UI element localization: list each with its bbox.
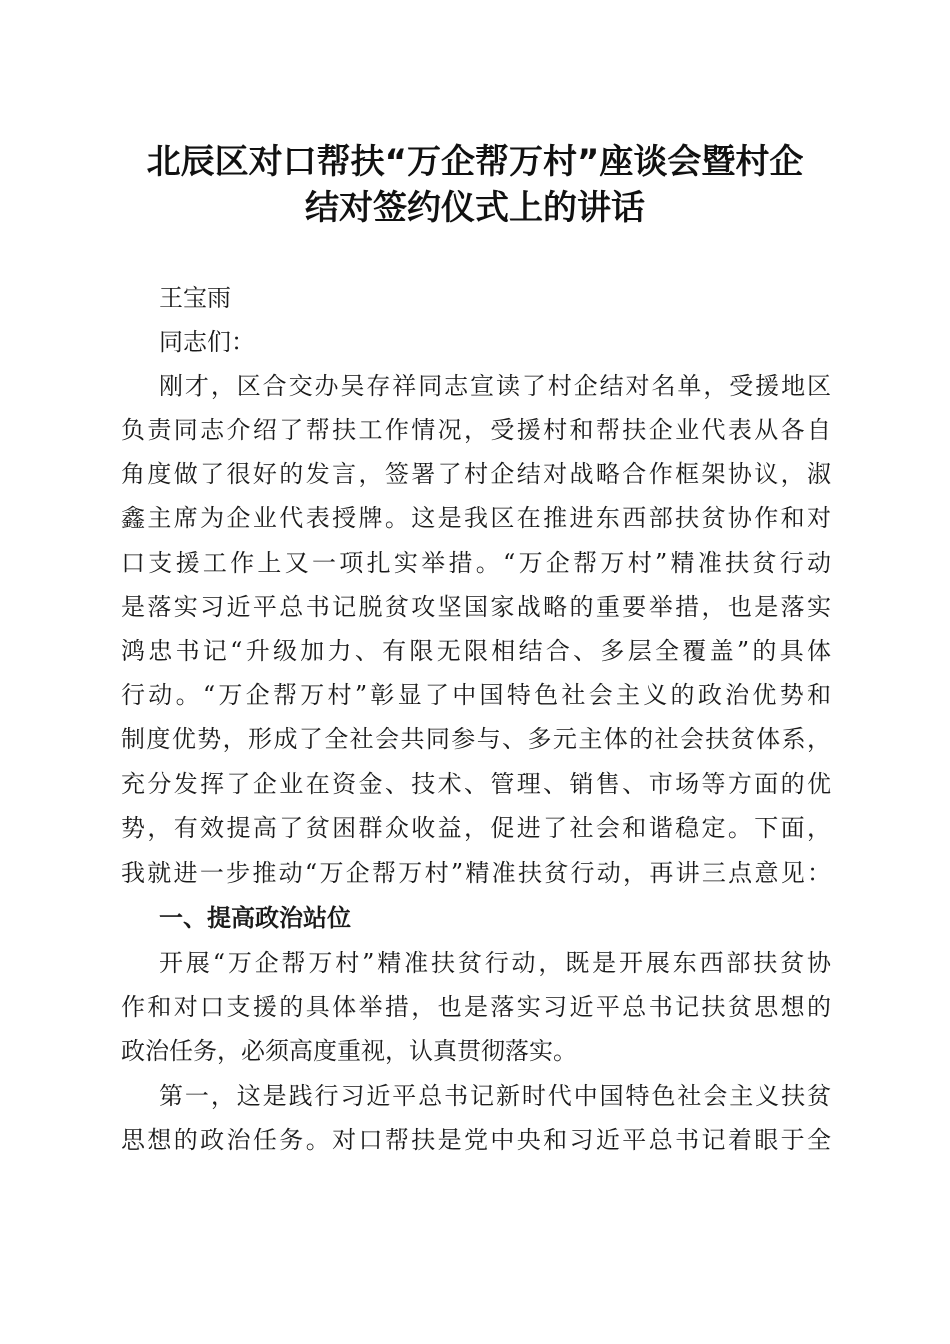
section-1-heading: 一、提高政治站位 [159, 904, 351, 932]
salutation: 同志们： [159, 328, 255, 356]
paragraph-1-line: 鑫主席为企业代表授牌。这是我区在推进东西部扶贫协作和对 [121, 504, 831, 532]
paragraph-1-line: 行动。“万企帮万村”彰显了中国特色社会主义的政治优势和 [121, 681, 831, 709]
paragraph-1-line: 是落实习近平总书记脱贫攻坚国家战略的重要举措，也是落实 [121, 593, 831, 621]
document-title-line-1: 北辰区对口帮扶“万企帮万村”座谈会暨村企 [146, 142, 804, 182]
paragraph-1-line: 势，有效提高了贫困群众收益，促进了社会和谐稳定。下面， [121, 814, 831, 842]
paragraph-2-line: 政治任务，必须高度重视，认真贯彻落实。 [121, 1037, 577, 1065]
paragraph-1-line: 制度优势，形成了全社会共同参与、多元主体的社会扶贫体系， [121, 725, 831, 753]
paragraph-1-line: 刚才，区合交办吴存祥同志宣读了村企结对名单，受援地区 [159, 372, 831, 400]
paragraph-2-line: 开展“万企帮万村”精准扶贫行动，既是开展东西部扶贫协 [159, 949, 831, 977]
paragraph-3-line: 思想的政治任务。对口帮扶是党中央和习近平总书记着眼于全 [121, 1126, 831, 1154]
paragraph-1-line: 负责同志介绍了帮扶工作情况，受援村和帮扶企业代表从各自 [121, 416, 831, 444]
paragraph-1-line: 角度做了很好的发言，签署了村企结对战略合作框架协议，淑 [121, 460, 831, 488]
document-title-line-2: 结对签约仪式上的讲话 [305, 188, 645, 228]
paragraph-1-line: 我就进一步推动“万企帮万村”精准扶贫行动，再讲三点意见： [121, 859, 831, 887]
author-name: 王宝雨 [159, 284, 231, 312]
paragraph-1-line: 充分发挥了企业在资金、技术、管理、销售、市场等方面的优 [121, 770, 831, 798]
paragraph-1-line: 口支援工作上又一项扎实举措。“万企帮万村”精准扶贫行动 [121, 549, 831, 577]
paragraph-1-line: 鸿忠书记“升级加力、有限无限相结合、多层全覆盖”的具体 [121, 637, 831, 665]
paragraph-3-line: 第一，这是践行习近平总书记新时代中国特色社会主义扶贫 [159, 1082, 831, 1110]
paragraph-2-line: 作和对口支援的具体举措，也是落实习近平总书记扶贫思想的 [121, 993, 831, 1021]
